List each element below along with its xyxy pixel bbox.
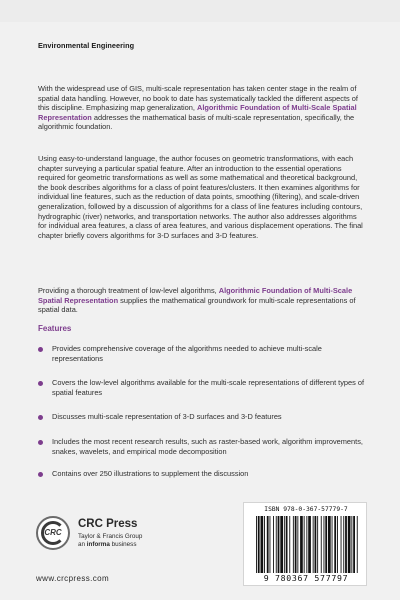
business-name: informa xyxy=(86,541,110,548)
bullet-icon xyxy=(38,415,43,420)
description-paragraph-3 xyxy=(38,286,365,315)
business-suffix: business xyxy=(109,541,137,548)
feature-text: Contains over 250 illustrations to supplement the discussion xyxy=(52,469,249,479)
bullet-icon xyxy=(38,472,43,477)
feature-text: Provides comprehensive coverage of the algorithms needed to achieve multi-scale representations xyxy=(52,344,322,363)
publisher-url: www.crcpress.com xyxy=(36,574,110,583)
publisher-business xyxy=(78,541,136,548)
book-title-highlight: Algorithmic Foundation of Multi-Scale Spatial Representation xyxy=(38,103,357,122)
publisher-group: Taylor & Francis Group xyxy=(78,533,143,540)
feature-item xyxy=(38,412,368,422)
publisher-block xyxy=(36,516,186,576)
feature-text: Includes the most recent research results, such as raster-based work, algorithm improvements, snakes, wavelets, and empirical mode decomposition xyxy=(52,436,363,456)
ean-digits: 9 780367 577797 xyxy=(263,573,349,583)
publisher-name: CRC Press xyxy=(78,518,138,530)
barcode-box xyxy=(243,502,367,586)
description-paragraph-1 xyxy=(38,84,365,132)
feature-text: Discusses multi-scale representation of 3-D surfaces and 3-D features xyxy=(52,412,282,422)
bullet-icon xyxy=(38,347,43,352)
feature-text: Covers the low-level algorithms available for the multi-scale representations of different types of spatial features xyxy=(52,378,365,397)
feature-item xyxy=(38,378,368,397)
paragraph-text: supplies the mathematical groundwork for multi-scale representations of spatial data. xyxy=(38,295,356,315)
feature-item xyxy=(38,344,368,363)
feature-item xyxy=(38,469,368,479)
paragraph-text: With the widespread use of GIS, multi-scale representation has taken center stage in the realm of spatial data handling. However, no book to date has systematically tackled the different aspects of this discipline. Emphasizing map generalization, xyxy=(38,84,358,113)
barcode-icon xyxy=(254,516,362,573)
description-paragraph-2: Using easy-to-understand language, the author focuses on geometric transformations, with each chapter surveying a particular spatial feature. After an introduction to the essential operations required for geometric transformations as well as some mathematical and theoretical background, the book describes algorithms for a class of point features/clusters. It then examines algorithms for individual line features, such as the reduction of data points, smoothing (filtering), and scale-driven generalization, followed by a discussion of algorithms for a class of line features including contours, hydrographic (river) networks, and transportation networks. The author also addresses algorithms for individual area features, a class of area features, and various displacement operations. The final chapter briefly covers algorithms for 3-D surfaces and 3-D features. xyxy=(38,154,363,240)
book-title-highlight: Algorithmic Foundation of Multi-Scale Spatial Representation xyxy=(38,286,353,305)
paragraph-text: addresses the mathematical basis of multi-scale representation, specifically, the algorithmic foundation. xyxy=(38,112,355,132)
features-list xyxy=(38,344,368,479)
business-prefix: an xyxy=(78,541,87,548)
bullet-icon xyxy=(38,381,43,386)
crc-logo-icon xyxy=(36,516,70,550)
feature-item xyxy=(38,437,368,456)
bullet-icon xyxy=(38,440,43,445)
top-edge xyxy=(0,0,400,22)
paragraph-text: Providing a thorough treatment of low-level algorithms, xyxy=(38,286,219,295)
logo-text: CRC xyxy=(44,528,62,537)
isbn-label: ISBN 978-0-367-57779-7 xyxy=(264,506,348,513)
features-heading: Features xyxy=(38,324,72,333)
subject-category: Environmental Engineering xyxy=(38,41,135,50)
